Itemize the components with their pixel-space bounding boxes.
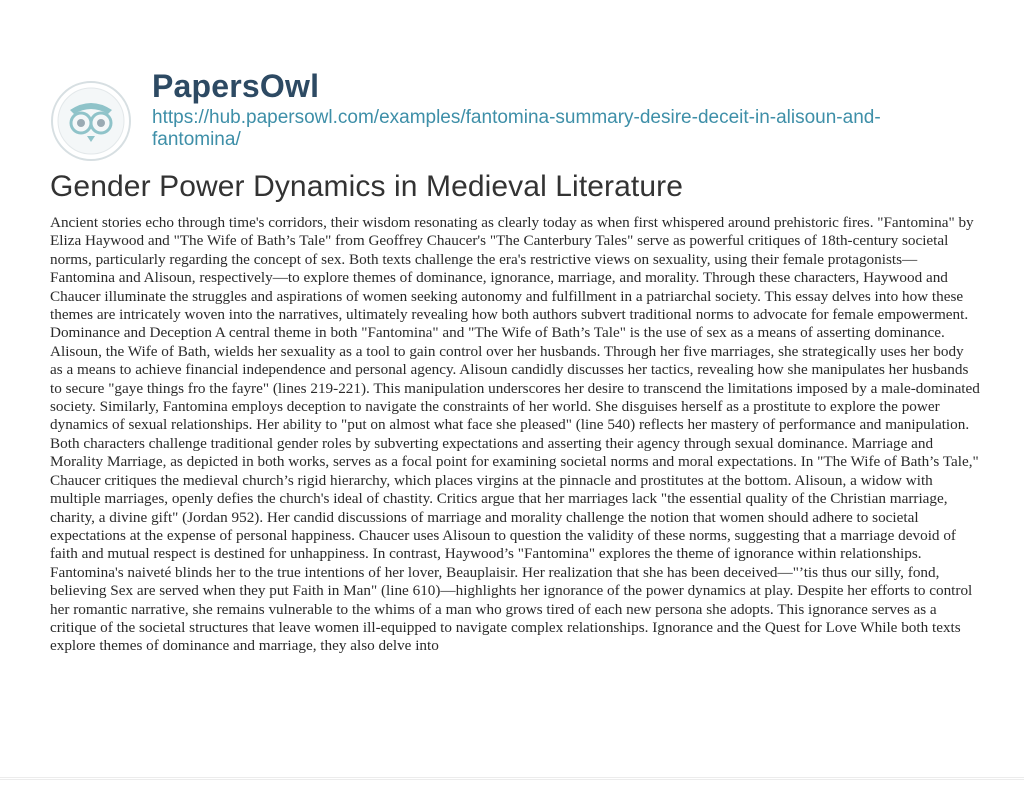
brand-name[interactable]: PapersOwl [152,68,320,104]
essay-body: Ancient stories echo through time's corridors, their wisdom resonating as clearly today as when first whispered around prehistoric fires. "Fantomina" by Eliza Haywood and "The Wife of Bath’s Tale" from Geoffrey Chaucer's "The Canterbury Tales" serve as powerful critiques of 18th-century societal norms, particularly regarding the concept of sex. Both texts challenge the era's restrictive views on sexuality, using their female protagonists—Fantomina and Alisoun, respectively—to explore themes of dominance, ignorance, marriage, and morality. Through these characters, Haywood and Chaucer illuminate the struggles and aspirations of women seeking autonomy and fulfillment in a patriarchal society. This essay delves into how these themes are intricately woven into the narratives, ultimately revealing how both authors subvert traditional norms to advocate for female empowerment. Dominance and Deception A central theme in both "Fantomina" and "The Wife of Bath’s Tale" is the use of sex as a means of asserting dominance. Alisoun, the Wife of Bath, wields her sexuality as a tool to gain control over her husbands. Through her five marriages, she strategically uses her body as a means to achieve financial independence and personal agency. Alisoun candidly discusses her tactics, revealing how she manipulates her husbands to secure "gaye things fro the fayre" (lines 219-221). This manipulation underscores her desire to transcend the limitations imposed by a male-dominated society. Similarly, Fantomina employs deception to navigate the constraints of her world. She disguises herself as a prostitute to explore the power dynamics of sexual relationships. Her ability to "put on almost what face she pleased" (line 540) reflects her mastery of performance and manipulation. Both characters challenge traditional gender roles by subverting expectations and asserting their agency through sexual dominance. Marriage and Morality Marriage, as depicted in both works, serves as a focal point for examining societal norms and moral expectations. In "The Wife of Bath’s Tale," Chaucer critiques the medieval church’s rigid hierarchy, which places virgins at the pinnacle and prostitutes at the bottom. Alisoun, a widow with multiple marriages, openly defies the church's ideal of chastity. Critics argue that her marriages lack "the essential quality of the Christian marriage, charity, a divine gift" (Jordan 952). Her candid discussions of marriage and morality challenge the notion that women should adhere to societal expectations at the expense of personal happiness. Chaucer uses Alisoun to question the validity of these norms, suggesting that a marriage devoid of faith and mutual respect is destined for unhappiness. In contrast, Haywood’s "Fantomina" explores the theme of ignorance within relationships. Fantomina's naiveté blinds her to the true intentions of her lover, Beauplaisir. Her realization that she has been deceived—"’tis thus our silly, fond, believing Sex are served when they put Faith in Man" (line 610)—highlights her ignorance of the power dynamics at play. Despite her efforts to control her romantic narrative, she remains vulnerable to the whims of a man who grows tired of each new persona she adopts. This ignorance serves as a critique of the societal structures that leave women ill-equipped to navigate complex relationships. Ignorance and the Quest for Love While both texts explore themes of dominance and marriage, they also delve into [50,214,980,655]
page-title: Gender Power Dynamics in Medieval Literature [50,170,684,203]
article-url-link[interactable]: https://hub.papersowl.com/examples/fantomina-summary-desire-deceit-in-alisoun-and-fantomina/ [152,107,881,150]
page-divider [0,777,1024,780]
owl-logo-icon[interactable] [50,80,132,162]
